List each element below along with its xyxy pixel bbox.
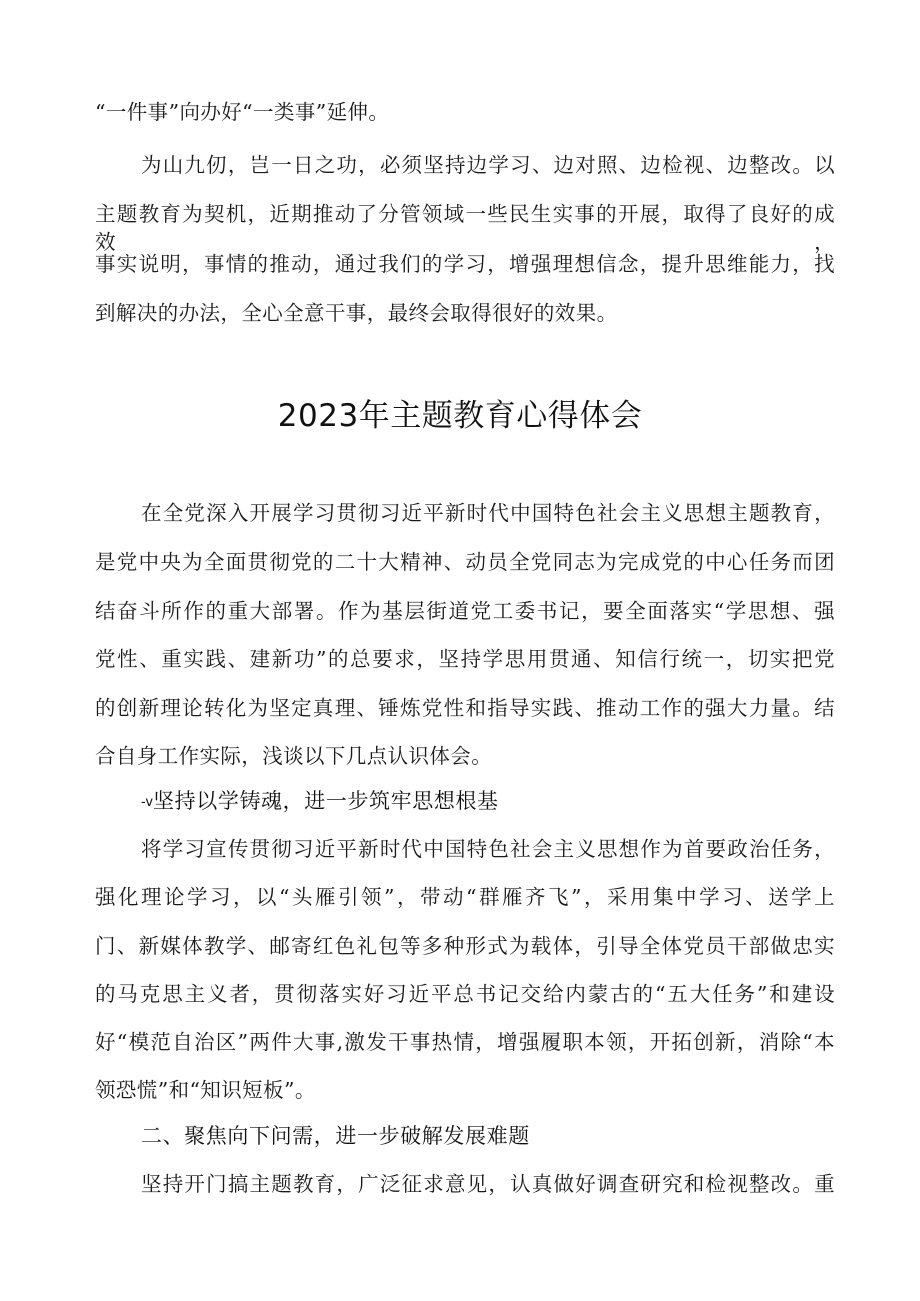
paragraph-line: 主题教育为契机，近期推动了分管领域一些民生实事的开展，取得了良好的成效， bbox=[95, 202, 835, 254]
document-title: 2023年主题教育心得体会 bbox=[277, 398, 643, 434]
paragraph-line: 是党中央为全面贯彻党的二十大精神、动员全党同志为完成党的中心任务而团 bbox=[95, 550, 835, 574]
paragraph-line: 坚持开门搞主题教育，广泛征求意见，认真做好调查研究和检视整改。重 bbox=[141, 1172, 835, 1196]
paragraph-line: 的创新理论转化为坚定真理、锤炼党性和指导实践、推动工作的强大力量。结 bbox=[95, 696, 835, 720]
paragraph-line: 结奋斗所作的重大部署。作为基层街道党工委书记，要全面落实“学思想、强 bbox=[95, 599, 835, 623]
fragment-line: “一件事”向办好“一类事”延伸。 bbox=[95, 100, 390, 124]
paragraph-line: 将学习宣传贯彻习近平新时代中国特色社会主义思想作为首要政治任务， bbox=[141, 837, 835, 861]
paragraph-line: 好“模范自治区”两件大事,激发干事热情，增强履职本领，开拓创新，消除“本 bbox=[95, 1030, 835, 1054]
paragraph-line: 强化理论学习，以“头雁引领”，带动“群雁齐飞”，采用集中学习、送学上 bbox=[95, 885, 835, 909]
paragraph-line: 为山九仞，岂一日之功，必须坚持边学习、边对照、边检视、边整改。以 bbox=[141, 153, 835, 177]
section-heading: 二、聚焦向下问需，进一步破解发展难题 bbox=[141, 1124, 530, 1148]
paragraph-line: 门、新媒体教学、邮寄红色礼包等多种形式为载体，引导全体党员干部做忠实 bbox=[95, 934, 835, 958]
paragraph-line: 在全党深入开展学习贯彻习近平新时代中国特色社会主义思想主题教育， bbox=[141, 501, 835, 525]
paragraph-line: 合自身工作实际，浅谈以下几点认识体会。 bbox=[95, 744, 493, 768]
section-heading-text: 坚持以学铸魂，进一步筑牢思想根基 bbox=[153, 789, 499, 813]
paragraph-line: 领恐慌”和“知识短板”。 bbox=[95, 1078, 316, 1102]
paragraph-line: 事实说明，事情的推动，通过我们的学习，增强理想信念，提升思维能力，找 bbox=[95, 252, 835, 276]
paragraph-line: 到解决的办法，全心全意干事，最终会取得很好的效果。 bbox=[95, 301, 618, 325]
paragraph-line: 的马克思主义者，贯彻落实好习近平总书记交给内蒙古的“五大任务”和建设 bbox=[95, 982, 835, 1006]
paragraph-line: 党性、重实践、建新功”的总要求，坚持学思用贯通、知信行统一，切实把党 bbox=[95, 647, 835, 671]
section-heading bbox=[141, 787, 499, 817]
section-marker: -v bbox=[141, 795, 154, 810]
